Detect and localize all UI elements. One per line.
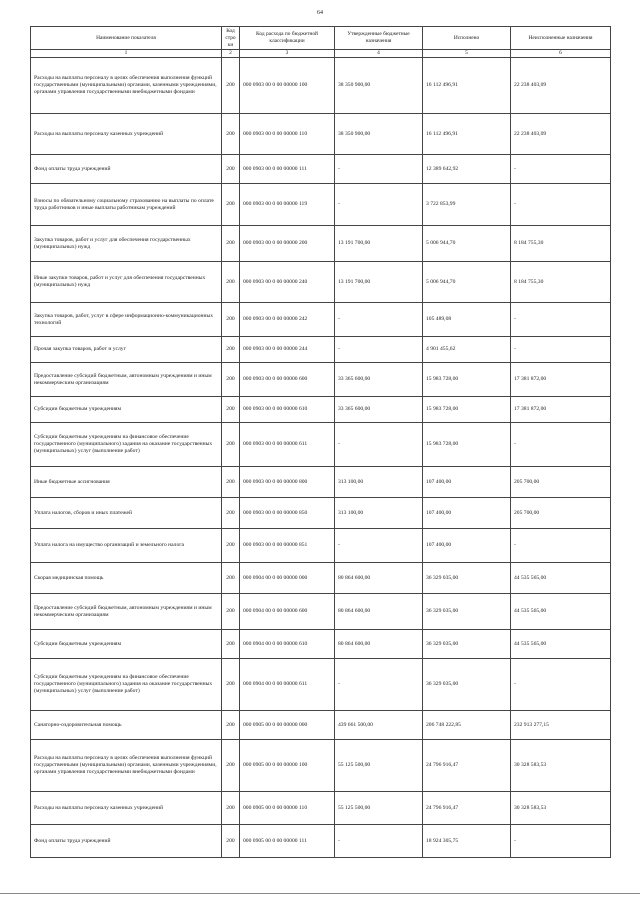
row-remaining: - [511, 529, 611, 563]
row-remaining: 205 700,00 [511, 498, 611, 529]
row-executed: 105 489,08 [423, 303, 511, 337]
row-remaining: 22 238 403,09 [511, 58, 611, 114]
row-approved: - [335, 155, 423, 184]
row-line-code: 200 [222, 397, 240, 423]
row-name: Расходы на выплаты персоналу в целях обеспечения выполнения функций государственными (муниципальными) органами, казенными учреждениями, органами управления государственными внебюджетными фондами [31, 58, 222, 114]
column-number: 1 [31, 50, 222, 58]
row-remaining: 22 238 403,09 [511, 114, 611, 155]
row-executed: 5 006 944,70 [423, 262, 511, 303]
row-line-code: 200 [222, 529, 240, 563]
row-executed: 107 400,00 [423, 529, 511, 563]
table-row [31, 337, 611, 363]
table-row [31, 467, 611, 498]
row-budget-code: 000 0904 00 0 00 00000 610 [240, 630, 335, 659]
row-approved: 313 100,00 [335, 498, 423, 529]
column-number: 4 [335, 50, 423, 58]
row-name: Расходы на выплаты персоналу казенных учреждений [31, 114, 222, 155]
row-line-code: 200 [222, 423, 240, 467]
page-bottom-rule [0, 893, 640, 894]
table-row [31, 825, 611, 858]
column-number: 6 [511, 50, 611, 58]
row-budget-code: 000 0905 00 0 00 00000 111 [240, 825, 335, 858]
table-row [31, 630, 611, 659]
budget-execution-table [30, 26, 611, 858]
row-executed: 16 112 496,91 [423, 114, 511, 155]
row-executed: 5 006 944,70 [423, 226, 511, 262]
table-row [31, 114, 611, 155]
row-name: Иные закупки товаров, работ и услуг для обеспечения государственных (муниципальных) нужд [31, 262, 222, 303]
row-line-code: 200 [222, 337, 240, 363]
row-line-code: 200 [222, 630, 240, 659]
row-approved: 80 864 600,00 [335, 594, 423, 630]
row-approved: 80 864 600,00 [335, 563, 423, 594]
row-budget-code: 000 0903 00 0 00 00000 611 [240, 423, 335, 467]
row-approved: 439 661 500,00 [335, 711, 423, 740]
row-remaining: - [511, 659, 611, 711]
row-budget-code: 000 0903 00 0 00 00000 110 [240, 114, 335, 155]
row-budget-code: 000 0903 00 0 00 00000 800 [240, 467, 335, 498]
row-executed: 15 983 728,00 [423, 423, 511, 467]
row-name: Субсидии бюджетным учреждениям [31, 397, 222, 423]
row-executed: 16 112 496,91 [423, 58, 511, 114]
row-name: Субсидии бюджетным учреждениям на финансовое обеспечение государственного (муниципального) задания на оказание государственных (муниципальных) услуг (выполнение работ) [31, 659, 222, 711]
row-budget-code: 000 0904 00 0 00 00000 611 [240, 659, 335, 711]
row-name: Взносы по обязательному социальному страхованию на выплаты по оплате труда работников и иные выплаты работникам учреждений [31, 184, 222, 226]
row-remaining: - [511, 303, 611, 337]
page-number: 64 [317, 10, 323, 16]
row-line-code: 200 [222, 58, 240, 114]
row-line-code: 200 [222, 792, 240, 825]
row-remaining: 205 700,00 [511, 467, 611, 498]
row-remaining: 30 328 583,53 [511, 740, 611, 792]
row-name: Предоставление субсидий бюджетным, автономным учреждениям и иным некоммерческим организациям [31, 363, 222, 397]
row-remaining: - [511, 825, 611, 858]
header-budget-code: Код расхода по бюджетной классификации [240, 27, 335, 50]
row-budget-code: 000 0903 00 0 00 00000 240 [240, 262, 335, 303]
column-number: 2 [222, 50, 240, 58]
row-name: Субсидии бюджетным учреждениям на финансовое обеспечение государственного (муниципального) задания на оказание государственных (муниципальных) услуг (выполнение работ) [31, 423, 222, 467]
row-executed: 36 329 035,00 [423, 594, 511, 630]
table-row [31, 262, 611, 303]
row-line-code: 200 [222, 711, 240, 740]
row-budget-code: 000 0903 00 0 00 00000 100 [240, 58, 335, 114]
row-name: Предоставление субсидий бюджетным, автономным учреждениям и иным некоммерческим организациям [31, 594, 222, 630]
row-approved: 13 191 700,00 [335, 262, 423, 303]
row-approved: - [335, 423, 423, 467]
row-approved: - [335, 303, 423, 337]
table-row [31, 711, 611, 740]
row-budget-code: 000 0905 00 0 00 00000 000 [240, 711, 335, 740]
row-remaining: 17 381 872,00 [511, 363, 611, 397]
row-executed: 107 400,00 [423, 467, 511, 498]
row-budget-code: 000 0905 00 0 00 00000 100 [240, 740, 335, 792]
row-approved: 38 350 900,00 [335, 58, 423, 114]
header-row [31, 27, 611, 50]
row-name: Скорая медицинская помощь [31, 563, 222, 594]
row-budget-code: 000 0903 00 0 00 00000 200 [240, 226, 335, 262]
row-executed: 15 983 728,00 [423, 363, 511, 397]
row-line-code: 200 [222, 226, 240, 262]
row-executed: 36 329 035,00 [423, 659, 511, 711]
row-approved: 55 125 500,00 [335, 740, 423, 792]
header-executed: Исполнено [423, 27, 511, 50]
table-row [31, 498, 611, 529]
row-budget-code: 000 0903 00 0 00 00000 851 [240, 529, 335, 563]
row-executed: 15 983 728,00 [423, 397, 511, 423]
row-approved: 13 191 700,00 [335, 226, 423, 262]
row-name: Прочая закупка товаров, работ и услуг [31, 337, 222, 363]
row-name: Фонд оплаты труда учреждений [31, 825, 222, 858]
row-approved: 38 350 900,00 [335, 114, 423, 155]
row-executed: 24 796 916,47 [423, 740, 511, 792]
row-approved: - [335, 184, 423, 226]
table-row [31, 529, 611, 563]
column-number-row [31, 50, 611, 58]
row-remaining: 44 535 565,00 [511, 630, 611, 659]
row-remaining: - [511, 337, 611, 363]
row-approved: 313 100,00 [335, 467, 423, 498]
row-executed: 36 329 035,00 [423, 630, 511, 659]
header-name: Наименование показателя [31, 27, 222, 50]
table-row [31, 155, 611, 184]
row-budget-code: 000 0903 00 0 00 00000 242 [240, 303, 335, 337]
table-row [31, 792, 611, 825]
table-row [31, 303, 611, 337]
row-executed: 18 924 305,75 [423, 825, 511, 858]
row-budget-code: 000 0903 00 0 00 00000 610 [240, 397, 335, 423]
row-approved: - [335, 659, 423, 711]
row-remaining: 44 535 565,00 [511, 594, 611, 630]
row-remaining: - [511, 423, 611, 467]
row-name: Санаторно-оздоровительная помощь [31, 711, 222, 740]
row-budget-code: 000 0903 00 0 00 00000 244 [240, 337, 335, 363]
row-line-code: 200 [222, 825, 240, 858]
row-approved: - [335, 337, 423, 363]
table-row [31, 363, 611, 397]
row-remaining: - [511, 184, 611, 226]
row-approved: 80 864 600,00 [335, 630, 423, 659]
header-line-code: Код строки [222, 27, 240, 50]
row-line-code: 200 [222, 155, 240, 184]
table-row [31, 184, 611, 226]
row-executed: 206 748 222,85 [423, 711, 511, 740]
row-name: Уплата налога на имущество организаций и земельного налога [31, 529, 222, 563]
row-name: Иные бюджетные ассигнования [31, 467, 222, 498]
row-executed: 4 901 455,62 [423, 337, 511, 363]
row-name: Закупка товаров, работ, услуг в сфере информационно-коммуникационных технологий [31, 303, 222, 337]
row-line-code: 200 [222, 498, 240, 529]
row-line-code: 200 [222, 740, 240, 792]
row-budget-code: 000 0904 00 0 00 00000 600 [240, 594, 335, 630]
row-approved: 33 365 600,00 [335, 397, 423, 423]
row-remaining: 232 913 277,15 [511, 711, 611, 740]
row-line-code: 200 [222, 659, 240, 711]
row-line-code: 200 [222, 467, 240, 498]
row-line-code: 200 [222, 363, 240, 397]
table-row [31, 226, 611, 262]
row-approved: 55 125 500,00 [335, 792, 423, 825]
row-remaining: 8 184 755,30 [511, 262, 611, 303]
row-remaining: - [511, 155, 611, 184]
column-number: 5 [423, 50, 511, 58]
row-budget-code: 000 0903 00 0 00 00000 111 [240, 155, 335, 184]
row-name: Уплата налогов, сборов и иных платежей [31, 498, 222, 529]
table-row [31, 423, 611, 467]
row-name: Расходы на выплаты персоналу в целях обеспечения выполнения функций государственными (муниципальными) органами, казенными учреждениями, органами управления государственными внебюджетными фондами [31, 740, 222, 792]
table-row [31, 659, 611, 711]
row-line-code: 200 [222, 594, 240, 630]
header-remaining: Неисполненные назначения [511, 27, 611, 50]
table-row [31, 594, 611, 630]
row-executed: 107 400,00 [423, 498, 511, 529]
row-line-code: 200 [222, 262, 240, 303]
row-executed: 36 329 035,00 [423, 563, 511, 594]
row-name: Субсидии бюджетным учреждениям [31, 630, 222, 659]
row-remaining: 8 184 755,30 [511, 226, 611, 262]
table-body [31, 58, 611, 858]
column-number: 3 [240, 50, 335, 58]
row-executed: 12 389 642,92 [423, 155, 511, 184]
table-row [31, 740, 611, 792]
row-budget-code: 000 0903 00 0 00 00000 600 [240, 363, 335, 397]
row-executed: 24 796 916,47 [423, 792, 511, 825]
row-line-code: 200 [222, 184, 240, 226]
table-row [31, 58, 611, 114]
row-name: Фонд оплаты труда учреждений [31, 155, 222, 184]
row-line-code: 200 [222, 563, 240, 594]
row-budget-code: 000 0903 00 0 00 00000 850 [240, 498, 335, 529]
row-line-code: 200 [222, 303, 240, 337]
row-approved: - [335, 825, 423, 858]
row-budget-code: 000 0904 00 0 00 00000 000 [240, 563, 335, 594]
row-approved: - [335, 529, 423, 563]
row-line-code: 200 [222, 114, 240, 155]
row-remaining: 44 535 565,00 [511, 563, 611, 594]
row-name: Закупка товаров, работ и услуг для обеспечения государственных (муниципальных) нужд [31, 226, 222, 262]
row-name: Расходы на выплаты персоналу казенных учреждений [31, 792, 222, 825]
row-budget-code: 000 0903 00 0 00 00000 119 [240, 184, 335, 226]
row-budget-code: 000 0905 00 0 00 00000 110 [240, 792, 335, 825]
row-remaining: 17 381 872,00 [511, 397, 611, 423]
header-approved: Утвержденные бюджетные назначения [335, 27, 423, 50]
table-row [31, 563, 611, 594]
table-row [31, 397, 611, 423]
row-executed: 3 722 853,99 [423, 184, 511, 226]
row-remaining: 30 328 583,53 [511, 792, 611, 825]
row-approved: 33 365 600,00 [335, 363, 423, 397]
